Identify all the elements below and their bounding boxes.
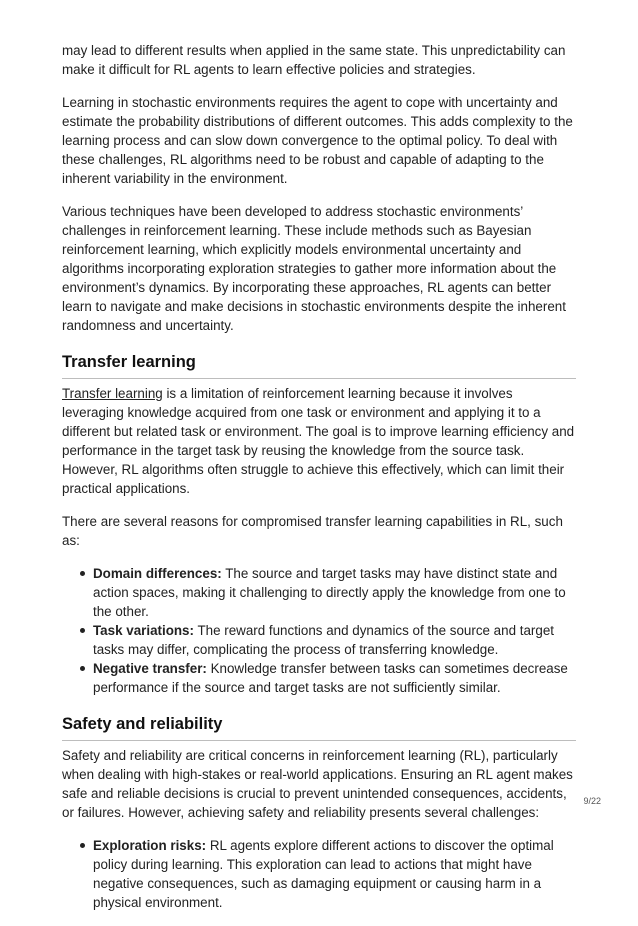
paragraph-stochastic-unpredictability: may lead to different results when applied in the same state. This unpredictability can make it difficult for RL agents to learn effective policies and strategies. <box>62 43 566 77</box>
list-item-term: Exploration risks: <box>93 838 207 853</box>
list-item-text: RL agents explore different actions to discover the optimal policy during learning. This exploration can lead to actions that might have negative consequences, such as damaging equipment or causing harm in a physical environment. <box>93 838 554 910</box>
list-item-term: Task variations: <box>93 623 194 638</box>
heading-transfer-learning: Transfer learning <box>62 352 576 379</box>
transfer-learning-link[interactable]: Transfer learning <box>62 386 163 401</box>
list-item-term: Domain differences: <box>93 566 222 581</box>
list-item <box>93 659 576 697</box>
list-item-text: The reward functions and dynamics of the source and target tasks may differ, complicating the process of transferring knowledge. <box>93 623 554 657</box>
list-item <box>93 836 576 912</box>
list-item-term: Negative transfer: <box>93 661 207 676</box>
paragraph-transfer-intro <box>62 384 576 498</box>
list-item-text: The source and target tasks may have distinct state and action spaces, making it challenging to directly apply the knowledge from one to the other. <box>93 566 566 619</box>
transfer-intro-text: is a limitation of reinforcement learning because it involves leveraging knowledge acquired from one task or environment and applying it to a different but related task or environment. The goal is to improve learning efficiency and performance in the target task by reusing the knowledge from the source task. However, RL algorithms often struggle to achieve this effectively, which can limit their practical applications. <box>62 386 575 496</box>
list-item-text: Knowledge transfer between tasks can sometimes decrease performance if the source and target tasks are not sufficiently similar. <box>93 661 568 695</box>
list-item <box>93 564 576 621</box>
heading-safety-reliability: Safety and reliability <box>62 714 576 741</box>
paragraph-stochastic-techniques: Various techniques have been developed to address stochastic environments’ challenges in reinforcement learning. These include methods such as Bayesian reinforcement learning, which explicitly models environmental uncertainty and algorithms incorporating exploration strategies to gather more information about the environment’s dynamics. By incorporating these approaches, RL agents can better learn to navigate and make decisions in stochastic environments despite the inherent randomness and uncertainty. <box>62 204 566 333</box>
paragraph-stochastic-learning: Learning in stochastic environments requires the agent to cope with uncertainty and estimate the probability distributions of different outcomes. This adds complexity to the learning process and can slow down convergence to the optimal policy. To deal with these challenges, RL algorithms need to be robust and capable of adapting to the inherent variability in the environment. <box>62 95 573 186</box>
paragraph-transfer-reasons: There are several reasons for compromised transfer learning capabilities in RL, such as: <box>62 514 563 548</box>
transfer-reasons-list <box>62 564 576 697</box>
list-item <box>93 621 576 659</box>
paragraph-safety-intro: Safety and reliability are critical concerns in reinforcement learning (RL), particularly when dealing with high-stakes or real-world applications. Ensuring an RL agent makes safe and reliable decisions is crucial to prevent unintended consequences, accidents, or failures. However, achieving safety and reliability presents several challenges: <box>62 748 573 820</box>
safety-challenges-list <box>62 836 576 912</box>
page-number: 9/22 <box>583 796 601 806</box>
document-page <box>62 41 576 926</box>
